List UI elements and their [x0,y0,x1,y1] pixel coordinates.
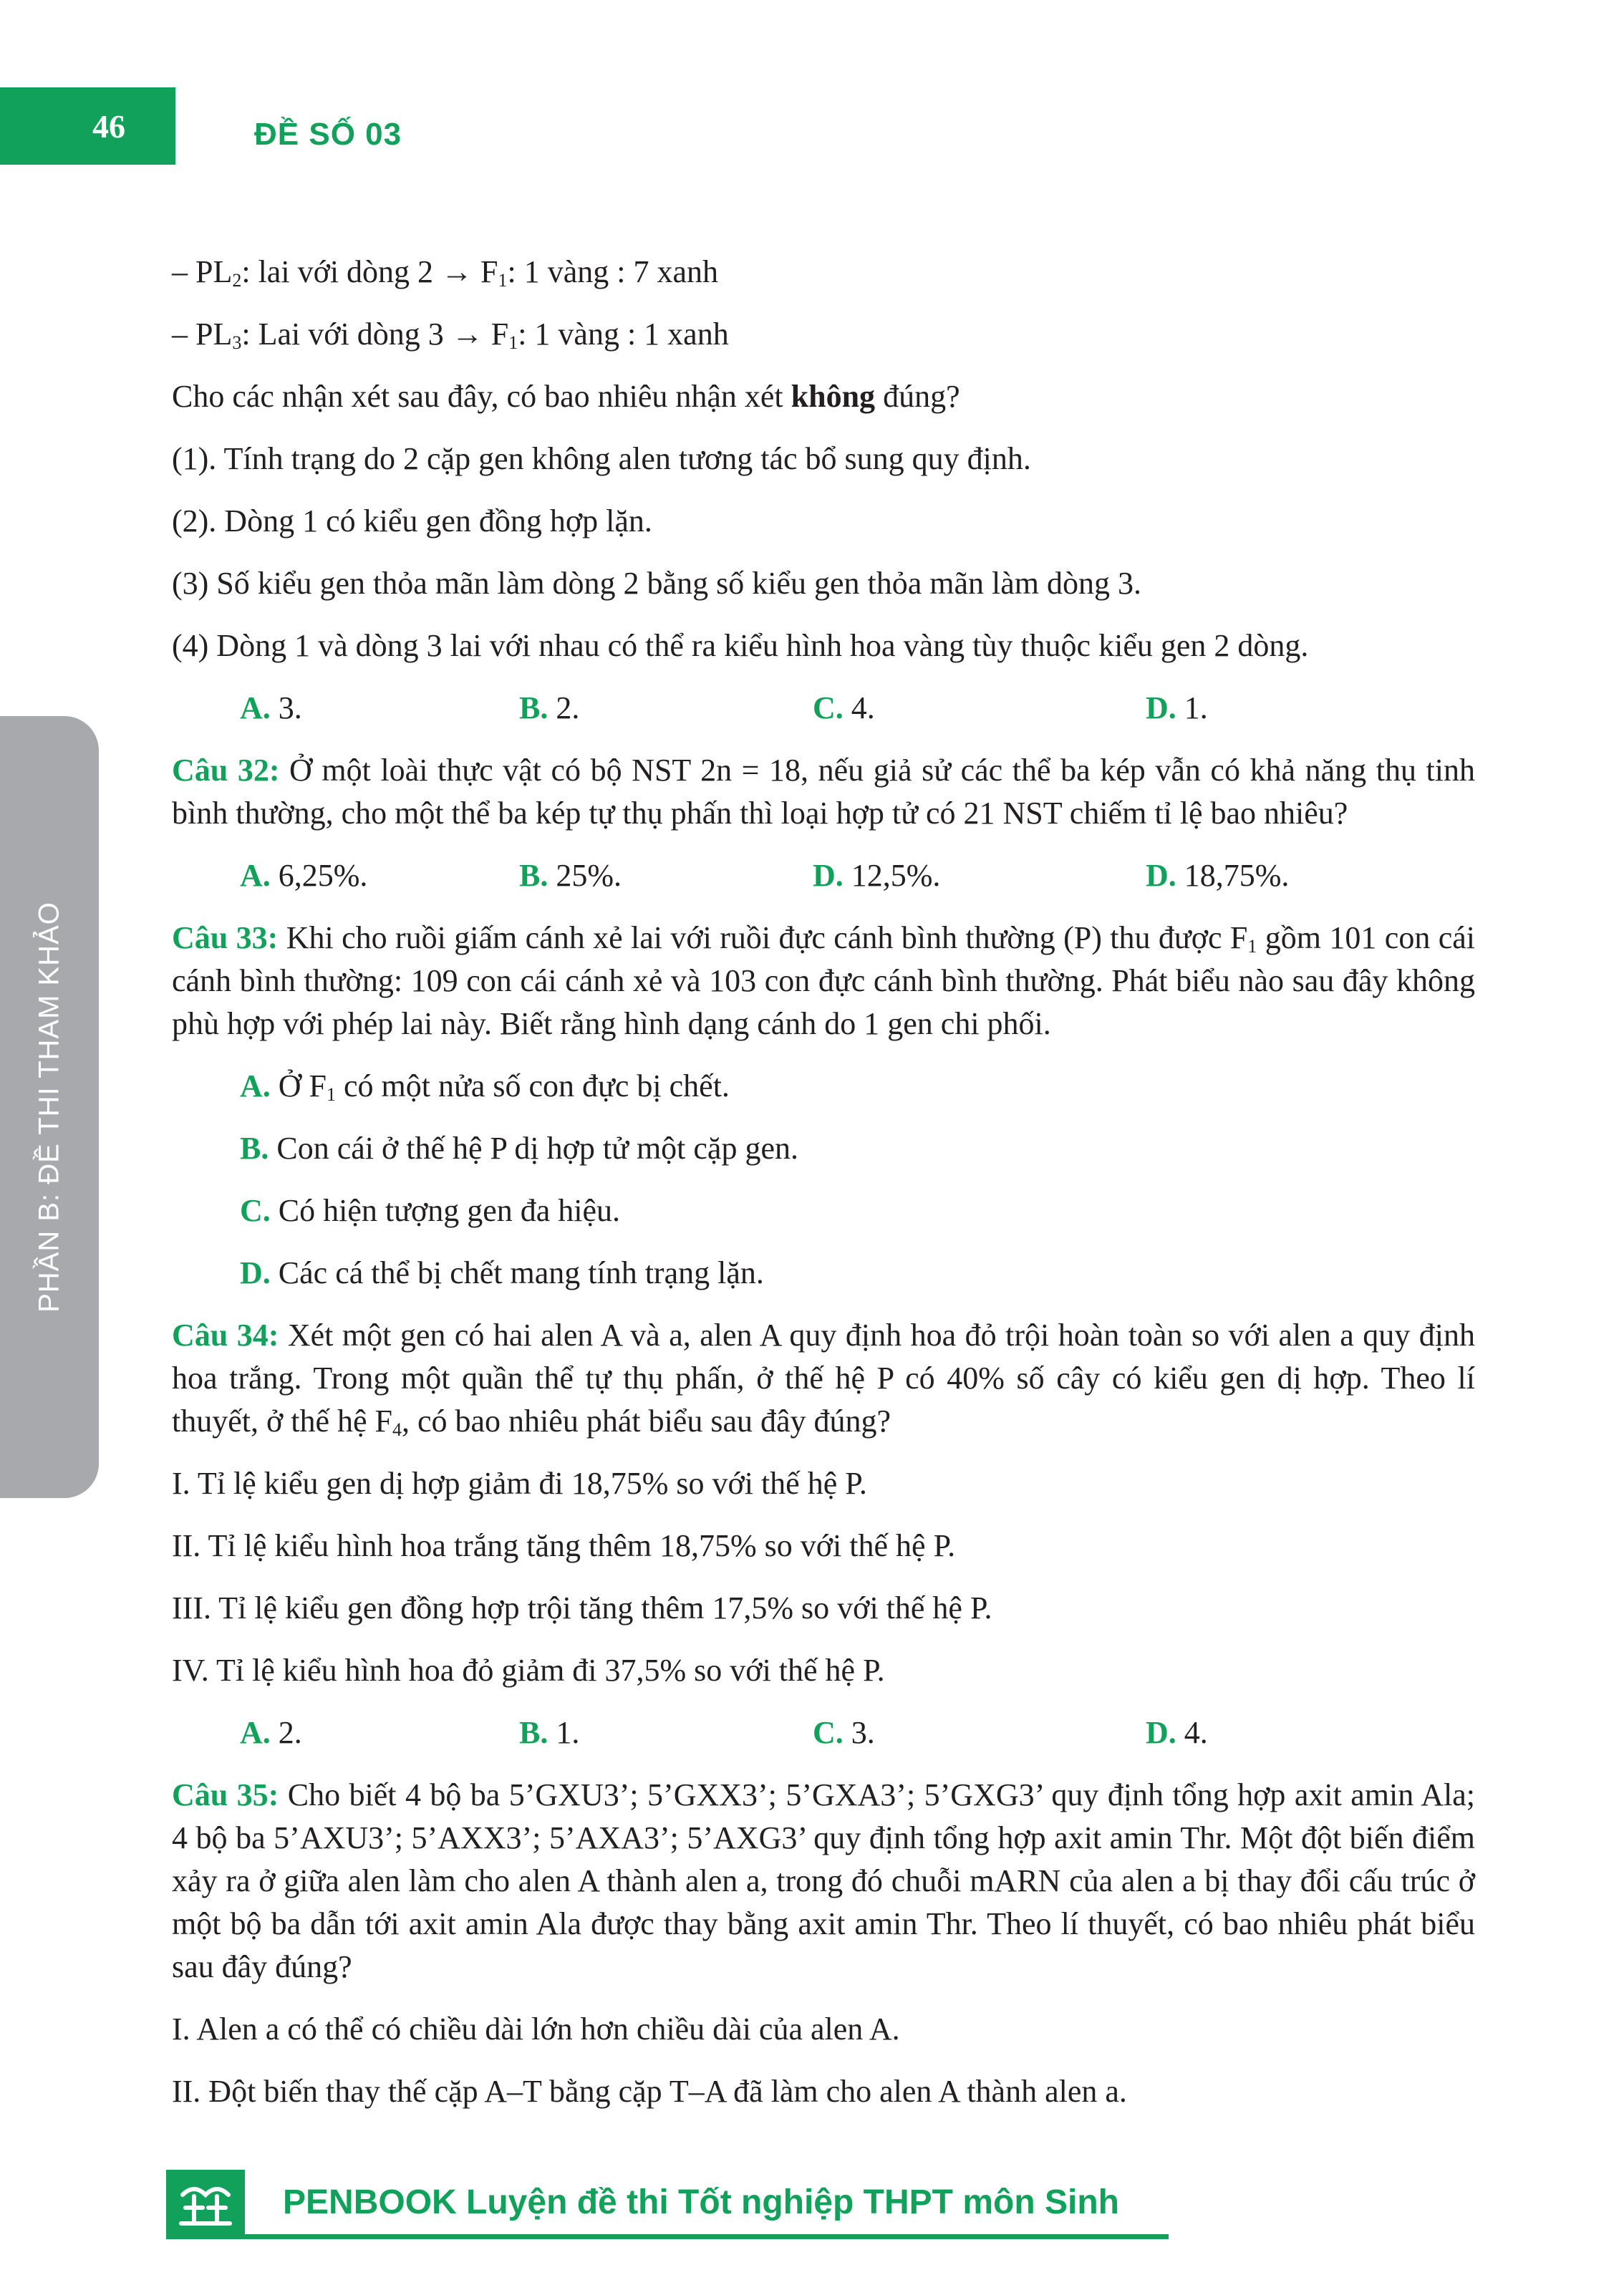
option [1146,687,1208,730]
header-title: ĐỀ SỐ 03 [254,117,402,152]
subscript: 1 [327,1084,337,1105]
question-text: Cho biết 4 bộ ba 5’GXU3’; 5’GXX3’; 5’GXA3’; 5’GXG3’ quy định tổng hợp axit amin Ala; 4 bộ ba 5’AXU3’; 5’AXX3’; 5’AXA3’; 5’AXG3’ quy định tổng hợp axit amin Thr. Một đột biến điểm xảy ra ở giữa alen làm cho alen A thành alen a, trong đó chuỗi mARN của alen a bị thay đổi cấu trúc ở một bộ ba dẫn tới axit amin Ala được thay bằng axit amin Thr. Theo lí thuyết, có bao nhiêu phát biểu sau đây đúng? [172,1777,1475,1984]
option-label: D. [1146,1715,1176,1750]
option-label: A. [240,1068,271,1103]
option-text: 12,5%. [843,858,941,893]
bold-text: không [791,379,876,414]
intro-prompt [172,375,1475,418]
option-label: D. [1146,690,1176,725]
q32-options [172,854,1475,897]
option-label: C. [813,690,844,725]
option-label: B. [519,690,548,725]
option-label: B. [519,1715,548,1750]
pl2-line [172,251,1475,294]
intro-options [172,687,1475,730]
option-text: 4. [843,690,875,725]
option [240,687,519,730]
option-label: D. [813,858,844,893]
side-tab-label: PHẦN B: ĐỀ THI THAM KHẢO [33,902,65,1313]
subscript: 3 [232,332,242,353]
option [813,687,1146,730]
question-text: Xét một gen có hai alen A và a, alen A quy định hoa đỏ trội hoàn toàn so với alen a quy định hoa trắng. Trong một quần thể tự thụ phấn, ở thế hệ P có 40% số cây có kiểu gen dị hợp. Theo lí thuyết, ở thế hệ F [172,1318,1476,1439]
q33-option-b [240,1127,1475,1170]
penbook-logo-icon [166,2170,245,2238]
option-text: Có hiện tượng gen đa hiệu. [270,1193,621,1228]
subscript: 1 [508,332,518,353]
q35-statement: I. Alen a có thể có chiều dài lớn hơn chiều dài của alen A. [172,2011,900,2047]
option-label: D. [1146,858,1176,893]
option-text: 2. [270,1715,302,1750]
intro-statement: (2). Dòng 1 có kiểu gen đồng hợp lặn. [172,503,652,538]
option-label: B. [519,858,548,893]
option-text: có một nửa số con đực bị chết. [336,1068,730,1103]
option-label: B. [240,1131,269,1166]
option-label: A. [240,858,271,893]
option-text: Các cá thể bị chết mang tính trạng lặn. [270,1255,764,1290]
q34-statement: III. Tỉ lệ kiểu gen đồng hợp trội tăng thêm 17,5% so với thế hệ P. [172,1590,992,1626]
question-text: Khi cho ruồi giấm cánh xẻ lai với ruồi đực cánh bình thường (P) thu được F [278,920,1248,955]
option-label: A. [240,1715,271,1750]
question-text: , có bao nhiêu phát biểu sau đây đúng? [402,1404,891,1439]
intro-statement: (1). Tính trạng do 2 cặp gen không alen tương tác bổ sung quy định. [172,441,1031,476]
option [813,1711,1146,1754]
q34-statement: IV. Tỉ lệ kiểu hình hoa đỏ giảm đi 37,5% so với thế hệ P. [172,1653,885,1688]
option-label: C. [240,1193,271,1228]
q34-statement: I. Tỉ lệ kiểu gen dị hợp giảm đi 18,75% so với thế hệ P. [172,1466,867,1501]
question-32 [172,749,1475,835]
option-text: 25%. [548,858,622,893]
question-label: Câu 35: [172,1777,279,1812]
text: : Lai với dòng 3 → F [241,317,509,352]
question-label: Câu 32: [172,753,280,788]
q34-statement: II. Tỉ lệ kiểu hình hoa trắng tăng thêm 18,75% so với thế hệ P. [172,1528,956,1563]
q33-option-a [240,1065,1475,1108]
option-text: 18,75%. [1176,858,1290,893]
option-text: 4. [1176,1715,1208,1750]
option-text: 2. [548,690,580,725]
option [519,854,813,897]
text: – PL [172,317,233,352]
option-label: C. [813,1715,844,1750]
subscript: 4 [392,1419,402,1440]
option-text: 3. [843,1715,875,1750]
option-text: 1. [1176,690,1208,725]
question-text: gồm 101 con cái cánh bình thường: 109 con cái cánh xẻ và 103 con đực cánh bình thường. Phát biểu nào sau đây không phù hợp với phép lai này. Biết rằng hình dạng cánh do 1 gen chi phối. [172,920,1475,1041]
pl3-line [172,313,1475,356]
q34-options [172,1711,1475,1754]
option-text: 1. [548,1715,580,1750]
footer-title: PENBOOK Luyện đề thi Tốt nghiệp THPT môn Sinh [283,2183,1119,2221]
option [1146,854,1289,897]
intro-statement: (3) Số kiểu gen thỏa mãn làm dòng 2 bằng số kiểu gen thỏa mãn làm dòng 3. [172,566,1141,601]
option [519,687,813,730]
question-text: Ở một loài thực vật có bộ NST 2n = 18, nếu giả sử các thể ba kép vẫn có khả năng thụ tinh bình thường, cho một thể ba kép tự thụ phấn thì loại hợp tử có 21 NST chiếm tỉ lệ bao nhiêu? [172,753,1475,831]
option-label: D. [240,1255,271,1290]
text: Cho các nhận xét sau đây, có bao nhiêu nhận xét [172,379,791,414]
book-tree-icon [175,2179,236,2229]
question-34 [172,1314,1475,1443]
q35-statement: II. Đột biến thay thế cặp A–T bằng cặp T–A đã làm cho alen A thành alen a. [172,2074,1127,2109]
option-text: Con cái ở thế hệ P dị hợp tử một cặp gen. [269,1131,798,1166]
q33-option-d [240,1252,1475,1295]
question-label: Câu 33: [172,920,279,955]
q33-option-c [240,1189,1475,1232]
question-33 [172,917,1475,1045]
option [240,854,519,897]
intro-statement: (4) Dòng 1 và dòng 3 lai với nhau có thể ra kiểu hình hoa vàng tùy thuộc kiểu gen 2 dòng. [172,628,1309,663]
question-35 [172,1774,1475,1989]
option [519,1711,813,1754]
option [1146,1711,1208,1754]
option [813,854,1146,897]
question-label: Câu 34: [172,1318,279,1353]
text: – PL [172,254,233,289]
page-number: 46 [0,87,175,165]
option-text: 6,25%. [270,858,368,893]
text: : 1 vàng : 1 xanh [518,317,729,352]
option-text: Ở F [270,1068,327,1103]
text: : 1 vàng : 7 xanh [507,254,719,289]
subscript: 1 [498,270,508,291]
option [240,1711,519,1754]
option-label: A. [240,690,271,725]
subscript: 1 [1247,936,1257,957]
page-content [172,251,1475,2132]
option-text: 3. [270,690,302,725]
text: : lai với dòng 2 → F [241,254,498,289]
subscript: 2 [232,270,242,291]
text: đúng? [875,379,960,414]
footer-rule [166,2234,1169,2239]
